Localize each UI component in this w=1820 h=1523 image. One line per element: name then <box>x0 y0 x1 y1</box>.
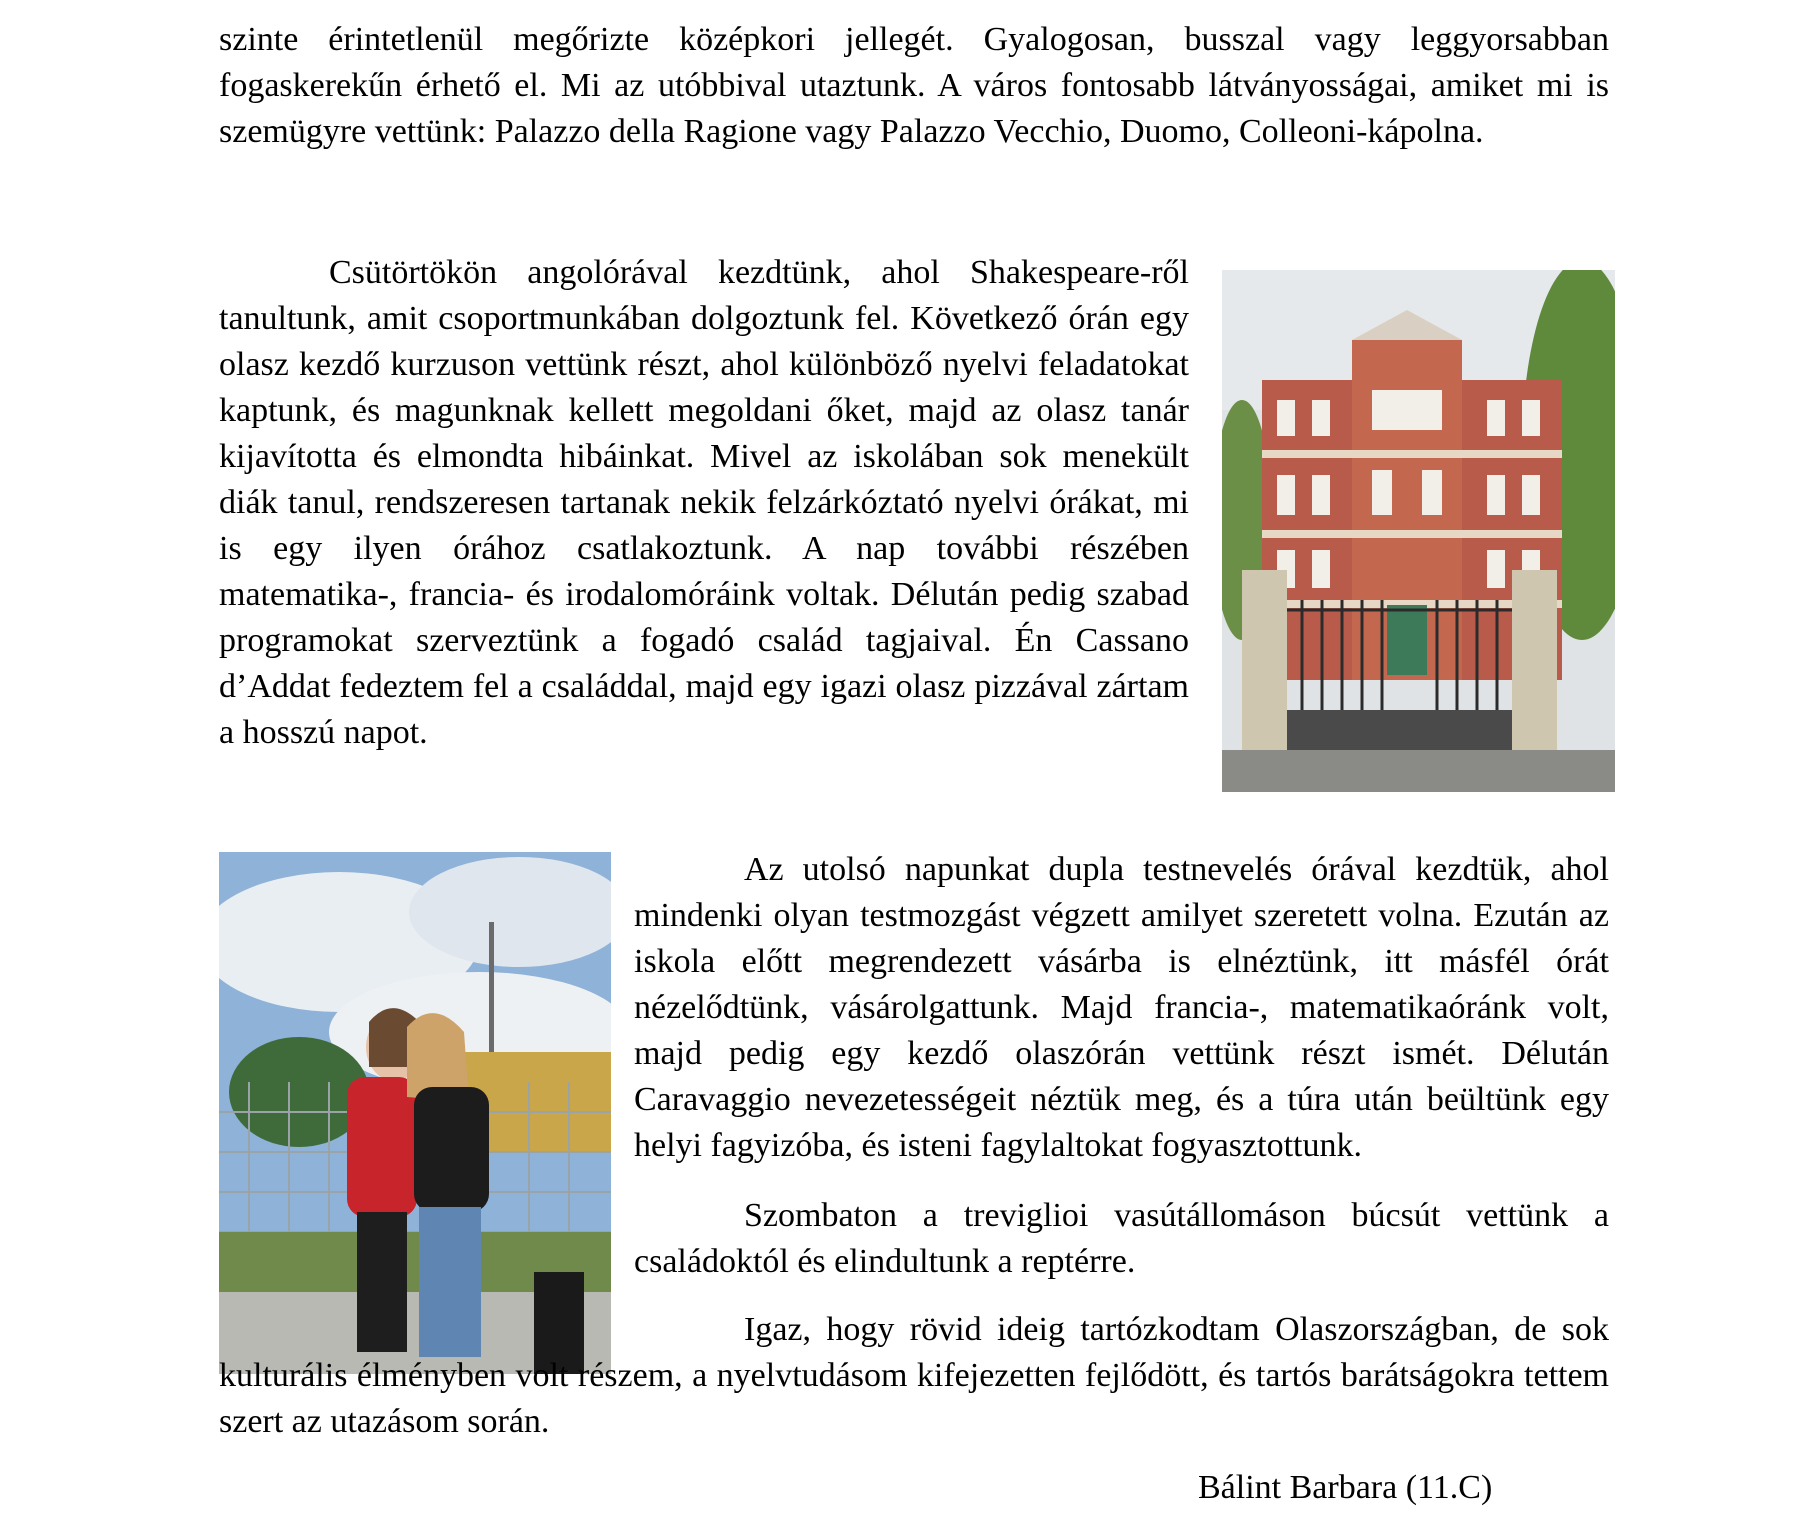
author-signature: Bálint Barbara (11.C) <box>1198 1469 1493 1506</box>
school-building-photo <box>1222 270 1615 792</box>
saturday-paragraph <box>634 1193 1609 1285</box>
two-girls-hugging-photo <box>219 852 611 1374</box>
saturday-text: Szombaton a treviglioi vasútállomáson búcsút vettünk a családoktól és elindultunk a reptérre. <box>634 1197 1609 1280</box>
last-day-text: Az utolsó napunkat dupla testnevelés órával kezdtük, ahol mindenki olyan testmozgást végzett amilyet szeretett volna. Ezután az iskola előtt megrendezett vásárba is elnéztünk, itt másfél órát nézelődtünk, vásárolgattunk. Majd francia-, matematikaóránk volt, majd pedig egy kezdő olaszórán vettünk részt ismét. Délután Caravaggio nevezetességeit néztük meg, és a túra után beültünk egy helyi fagyizóba, és isteni fagylaltokat fogyasztottunk. <box>634 851 1609 1164</box>
conclusion-paragraph: Igaz, hogy rövid ideig tartózkodtam Olaszországban, de sok kulturális élményben volt részem, a nyelvtudásom kifejezetten fejlődött, és tartós barátságokra tettem szert az utazásom során. <box>219 1311 1609 1440</box>
last-day-paragraph <box>634 847 1609 1169</box>
thursday-paragraph <box>219 250 1189 756</box>
intro-paragraph: szinte érintetlenül megőrizte középkori jellegét. Gyalogosan, busszal vagy leggyorsabban fogaskerekűn érhető el. Mi az utóbbival utaztunk. A város fontosabb látványosságai, amiket mi is szemügyre vettünk: Palazzo della Ragione vagy Palazzo Vecchio, Duomo, Colleoni-kápolna. <box>219 21 1609 150</box>
thursday-text: Csütörtökön angolórával kezdtünk, ahol Shakespeare-ről tanultunk, amit csoportmunkában dolgoztunk fel. Következő órán egy olasz kezdő kurzuson vettünk részt, ahol különböző nyelvi feladatokat kaptunk, és magunknak kellett megoldani őket, majd az olasz tanár kijavította és elmondta hibáinkat. Mivel az iskolában sok menekült diák tanul, rendszeresen tartanak nekik felzárkóztató nyelvi órákat, mi is egy ilyen órához csatlakoztunk. A nap további részében matematika-, francia- és irodalomóráink voltak. Délután pedig szabad programokat szerveztünk a fogadó család tagjaival. Én Cassano d’Addat fedeztem fel a családdal, majd egy igazi olasz pizzával zártam a hosszú napot. <box>219 254 1189 751</box>
